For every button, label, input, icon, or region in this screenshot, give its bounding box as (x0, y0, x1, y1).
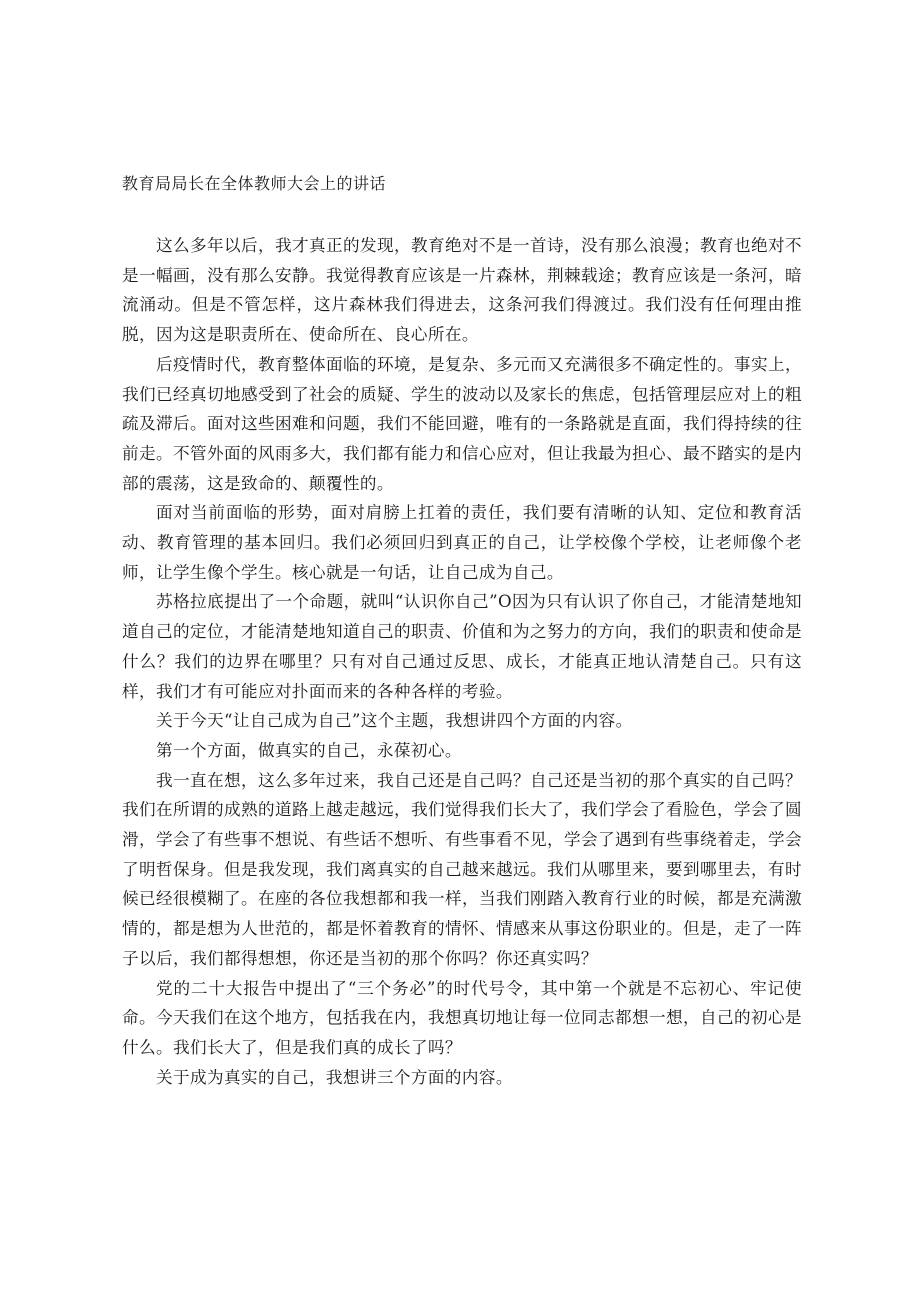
paragraph: 后疫情时代，教育整体面临的环境，是复杂、多元而又充满很多不确定性的。事实上，我们已经真切地感受到了社会的质疑、学生的波动以及家长的焦虑，包括管理层应对上的粗疏及滞后。面对这些困难和问题，我们不能回避，唯有的一条路就是直面，我们得持续的往前走。不管外面的风雨多大，我们都有能力和信心应对，但让我最为担心、最不踏实的是内部的震荡，这是致命的、颠覆性的。 (122, 354, 802, 493)
document-body (122, 231, 802, 1092)
paragraph: 我一直在想，这么多年过来，我自己还是自己吗？自己还是当初的那个真实的自己吗？我们在所谓的成熟的道路上越走越远，我们觉得我们长大了，我们学会了看脸色，学会了圆滑，学会了有些事不想说、有些话不想听、有些事看不见，学会了遇到有些事绕着走，学会了明哲保身。但是我发现，我们离真实的自己越来越远。我们从哪里来，要到哪里去，有时候已经很模糊了。在座的各位我想都和我一样，当我们刚踏入教育行业的时候，都是充满激情的，都是想为人世范的，都是怀着教育的情怀、情感来从事这份职业的。但是，走了一阵子以后，我们都得想想，你还是当初的那个你吗？你还真实吗？ (122, 770, 802, 968)
paragraph: 第一个方面，做真实的自己，永葆初心。 (156, 740, 462, 760)
paragraph: 面对当前面临的形势，面对肩膀上扛着的责任，我们要有清晰的认知、定位和教育活动、教育管理的基本回归。我们必须回归到真正的自己，让学校像个学校，让老师像个老师，让学生像个学生。核心就是一句话，让自己成为自己。 (122, 503, 802, 582)
paragraph: 党的二十大报告中提出了“三个务必”的时代号令，其中第一个就是不忘初心、牢记使命。今天我们在这个地方，包括我在内，我想真切地让每一位同志都想一想，自己的初心是什么。我们长大了，但是我们真的成长了吗？ (122, 978, 802, 1057)
paragraph: 这么多年以后，我才真正的发现，教育绝对不是一首诗，没有那么浪漫；教育也绝对不是一幅画，没有那么安静。我觉得教育应该是一片森林，荆棘载途；教育应该是一条河，暗流涌动。但是不管怎样，这片森林我们得进去，这条河我们得渡过。我们没有任何理由推脱，因为这是职责所在、使命所在、良心所在。 (122, 236, 802, 345)
paragraph: 关于今天“让自己成为自己”这个主题，我想讲四个方面的内容。 (156, 711, 633, 731)
paragraph: 关于成为真实的自己，我想讲三个方面的内容。 (156, 1067, 513, 1087)
paragraph: 苏格拉底提出了一个命题，就叫“认识你自己”O因为只有认识了你自己，才能清楚地知道自己的定位，才能清楚地知道自己的职责、价值和为之努力的方向，我们的职责和使命是什么？我们的边界在哪里？只有对自己通过反思、成长，才能真正地认清楚自己。只有这样，我们才有可能应对扑面而来的各种各样的考验。 (122, 592, 802, 701)
document-title: 教育局局长在全体教师大会上的讲话 (122, 174, 387, 193)
